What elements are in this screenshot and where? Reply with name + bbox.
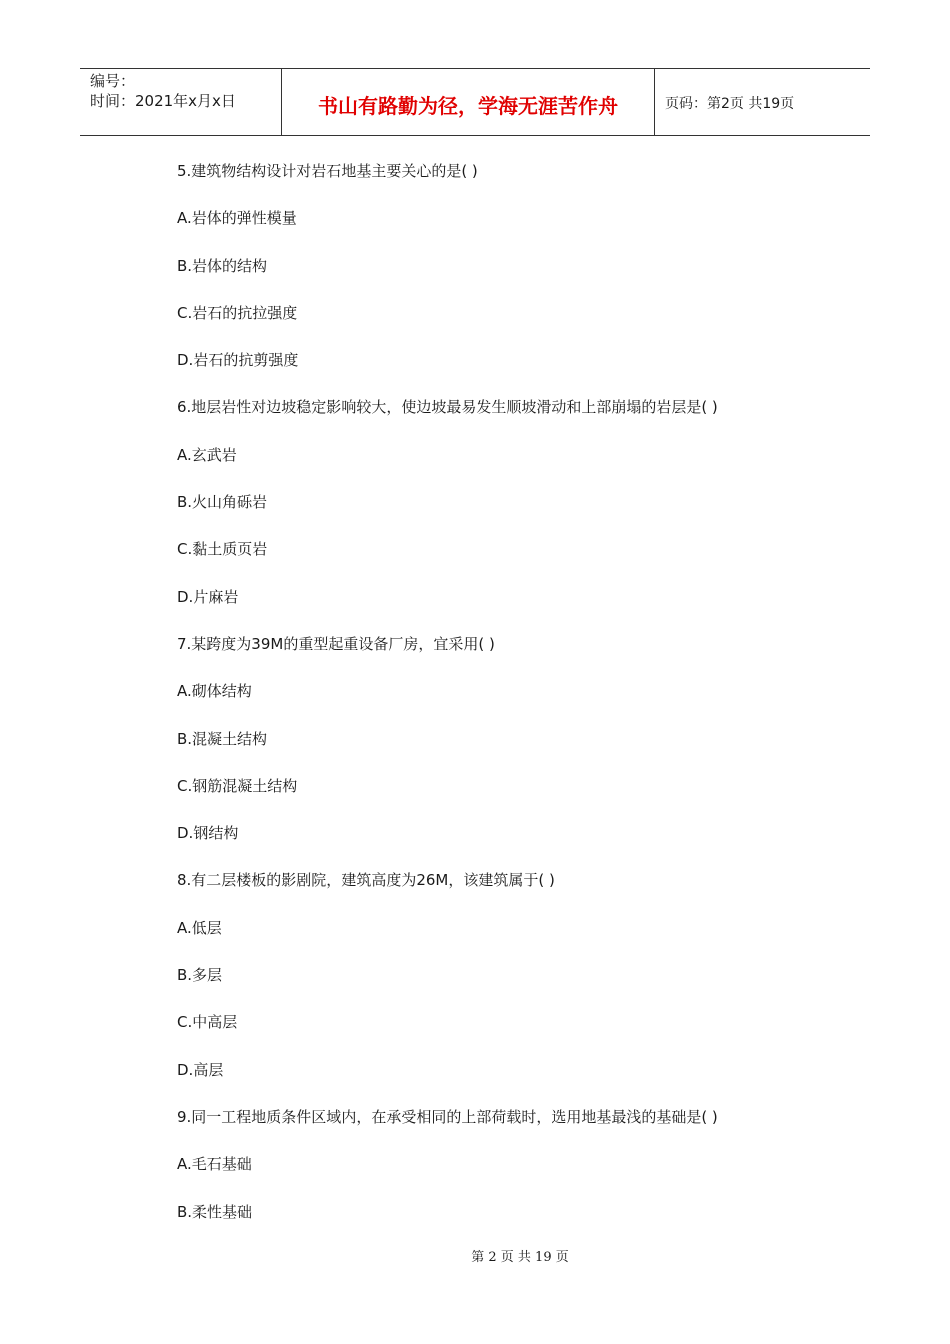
- number-label: 编号：: [90, 72, 136, 90]
- option-line: A.砌体结构: [177, 682, 252, 701]
- option-line: D.高层: [177, 1060, 224, 1079]
- motto-text: 书山有路勤为径，学海无涯苦作舟: [318, 93, 618, 118]
- option-line: C.中高层: [177, 1013, 238, 1032]
- option-line: D.钢结构: [177, 824, 239, 843]
- option-line: C.岩石的抗拉强度: [177, 303, 298, 322]
- question-list: [177, 160, 857, 1248]
- option-line: A.玄武岩: [177, 445, 237, 464]
- question-line: 9.同一工程地质条件区域内，在承受相同的上部荷载时，选用地基最浅的基础是( ): [177, 1107, 718, 1126]
- option-line: B.火山角砾岩: [177, 493, 268, 512]
- question-line: 5.建筑物结构设计对岩石地基主要关心的是( ): [177, 162, 478, 180]
- question-line: 6.地层岩性对边坡稳定影响较大，使边坡最易发生顺坡滑动和上部崩塌的岩层是( ): [177, 398, 718, 417]
- option-line: A.毛石基础: [177, 1155, 252, 1174]
- page-header: [80, 68, 870, 136]
- option-line: A.岩体的弹性模量: [177, 209, 297, 228]
- option-line: C.钢筋混凝土结构: [177, 776, 298, 795]
- option-line: A.低层: [177, 918, 222, 937]
- option-line: B.混凝土结构: [177, 729, 268, 748]
- page-footer: 第 2 页 共 19 页: [471, 1250, 569, 1265]
- header-motto: [282, 69, 655, 135]
- option-line: D.岩石的抗剪强度: [177, 351, 299, 370]
- header-page-info: [655, 69, 870, 135]
- page-info-text: 页码：第2页 共19页: [665, 96, 795, 112]
- header-meta: [80, 69, 282, 135]
- question-line: 7.某跨度为39M的重型起重设备厂房，宜采用( ): [177, 634, 495, 653]
- question-line: 8.有二层楼板的影剧院，建筑高度为26M，该建筑属于( ): [177, 871, 555, 890]
- option-line: B.柔性基础: [177, 1202, 253, 1221]
- option-line: C.黏土质页岩: [177, 540, 268, 559]
- time-label: 时间：2021年x月x日: [90, 92, 236, 110]
- option-line: D.片麻岩: [177, 587, 239, 606]
- option-line: B.岩体的结构: [177, 256, 268, 275]
- option-line: B.多层: [177, 966, 223, 985]
